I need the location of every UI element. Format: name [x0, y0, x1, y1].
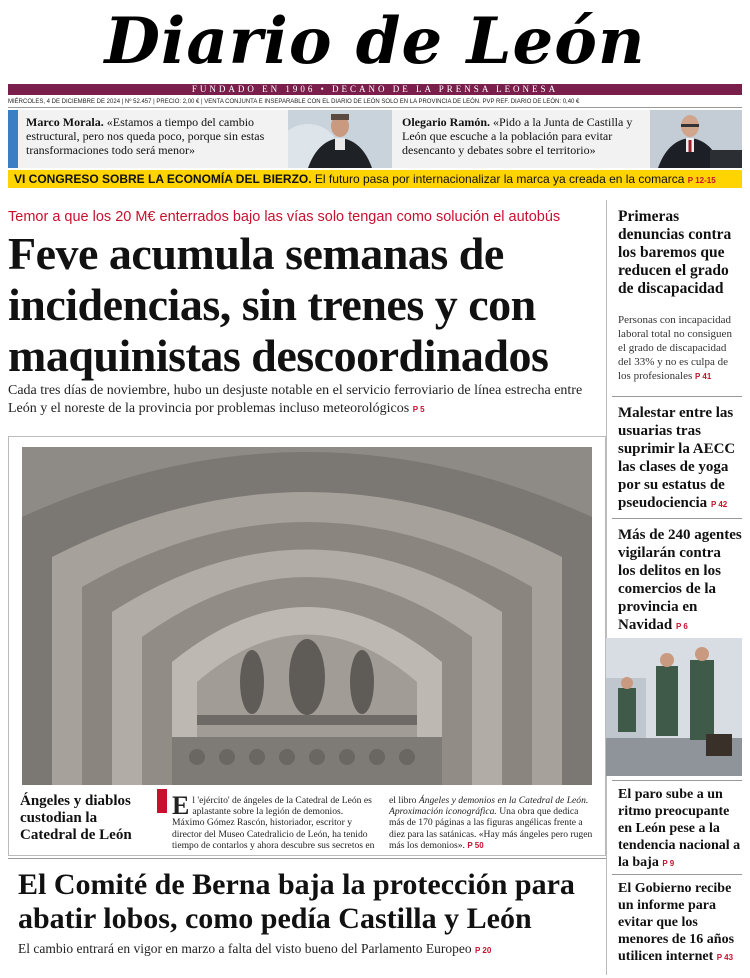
- person-illustration: [650, 110, 742, 168]
- sidebar-rule: [612, 396, 742, 397]
- page-ref: P 6: [675, 622, 688, 631]
- main-headline[interactable]: Feve acumula semanas de incidencias, sin trenes y con maquinistas descoordinados: [8, 228, 549, 381]
- photo-story-mark: [157, 789, 167, 813]
- guardia-civil-photo: [606, 638, 742, 776]
- officers-illustration: [606, 638, 742, 776]
- quotes-accent-bar: [8, 110, 18, 168]
- sidebar-rule: [612, 780, 742, 781]
- masthead: [0, 0, 750, 84]
- quote-morala[interactable]: [26, 115, 288, 157]
- sidebar-text: Personas con incapacidad laboral total no consiguen el grado de discapacidad del 33% y no es culpa de los profesionales: [618, 314, 732, 382]
- ramon-photo: [650, 110, 742, 168]
- bottom-subhead: [18, 940, 608, 960]
- page-ref: P 20: [474, 946, 492, 955]
- sidebar-headline-3[interactable]: [618, 526, 742, 636]
- main-kicker: Temor a que los 20 M€ enterrados bajo las vías solo tengan como solución el autobús: [8, 209, 561, 225]
- text-part-b: Una obra que dedica más de 170 páginas a las figuras angélicas frente a diez para las satánicas. «Hay más ángeles pero rugen más los demonios».: [389, 806, 593, 851]
- page-ref: P 43: [716, 953, 734, 962]
- quote-text: «Estamos a tiempo del cambio estructural, pero nos queda poco, porque sin estas transformaciones todo será menor»: [26, 115, 265, 157]
- sidebar-headline: El paro sube a un ritmo preocupante en León pese a la tendencia nacional a la baja: [618, 787, 741, 870]
- quote-name: Marco Morala.: [26, 115, 104, 129]
- page-ref: P 41: [694, 372, 712, 381]
- quote-text: «Pido a la Junta de Castilla y León que escuche a la población para evitar desencanto y debates sobre el territorio»: [402, 115, 633, 157]
- bottom-subhead-text: El cambio entrará en vigor en marzo a falta del visto bueno del Parlamento Europeo: [18, 941, 472, 956]
- divider: [8, 858, 606, 859]
- sidebar-headline-5[interactable]: [618, 880, 742, 966]
- page-ref: P 42: [710, 500, 728, 509]
- main-standfirst: [8, 382, 603, 419]
- cathedral-arch-illustration: [22, 447, 592, 785]
- page-ref: P 5: [412, 405, 425, 414]
- sidebar-headline: Malestar entre las usuarias tras suprimir la AECC las clases de yoga por su estatus de pseudociencia: [618, 405, 736, 511]
- newspaper-title: Diario de León: [104, 4, 646, 79]
- standfirst-text: Cada tres días de noviembre, hubo un desjuste notable en el servicio ferroviario de línea estrecha entre León y el noreste de la provincia por problemas incluso meteorológicos: [8, 383, 583, 416]
- quote-ramon[interactable]: [402, 115, 650, 157]
- congress-text: El futuro pasa por internacionalizar la marca ya creada en la comarca: [311, 172, 685, 186]
- sidebar-headline-4[interactable]: [618, 786, 742, 872]
- masthead-band: FUNDADO EN 1906 • DECANO DE LA PRENSA LEONESA: [8, 84, 742, 95]
- sidebar-rule: [612, 518, 742, 519]
- quote-name: Olegario Ramón.: [402, 115, 490, 129]
- book-title: Ángeles y demonios en la Catedral de León. Aproximación iconográfica.: [389, 795, 589, 818]
- sidebar-headline: El Gobierno recibe un informe para evitar que los menores de 16 años utilicen internet: [618, 881, 735, 964]
- page-ref: P 50: [467, 840, 484, 850]
- congress-title: VI CONGRESO SOBRE LA ECONOMÍA DEL BIERZO.: [14, 172, 312, 186]
- sidebar-divider: [606, 200, 607, 975]
- sidebar-headline: Más de 240 agentes vigilarán contra los delitos en los comercios de la provincia en Navidad: [618, 527, 742, 633]
- photo-story-title[interactable]: Ángeles y diablos custodian la Catedral de León: [20, 793, 132, 843]
- issue-info-line: MIÉRCOLES, 4 DE DICIEMBRE DE 2024 | Nº 52.457 | PRECIO: 2,00 € | VENTA CONJUNTA E INSEPARABLE CON EL DIARIO DE LEÓN SOLO EN LA PROVINCIA DE LEÓN. PVP REF. DIARIO DE LEÓN: 0,40 €: [8, 96, 742, 108]
- text-part-a: l 'ejército' de ángeles de la Catedral de León es aplastante sobre la legión de demonios. Máximo Gómez Rascón, historiador, escritor y director del Museo Catedralicio de León, ha tenido tiempo de contarlos y ahora descubre sus secretos en el libro: [172, 795, 419, 851]
- cathedral-portal-photo[interactable]: [22, 447, 592, 785]
- page-ref: P 12-15: [687, 176, 716, 185]
- sidebar-text-1: [618, 313, 742, 384]
- page-ref: P 9: [662, 859, 675, 868]
- bottom-headline[interactable]: El Comité de Berna baja la protección para abatir lobos, como pedía Castilla y León: [18, 868, 575, 935]
- photo-story-text: [172, 791, 594, 851]
- morala-photo: [288, 110, 392, 168]
- drop-cap: E: [172, 791, 190, 820]
- sidebar-headline-1[interactable]: Primeras denuncias contra los baremos que reducen el grado de discapacidad: [618, 208, 732, 297]
- sidebar-rule: [612, 874, 742, 875]
- person-illustration: [288, 110, 392, 168]
- sidebar-headline-2[interactable]: [618, 404, 742, 514]
- congress-bar[interactable]: [8, 170, 742, 188]
